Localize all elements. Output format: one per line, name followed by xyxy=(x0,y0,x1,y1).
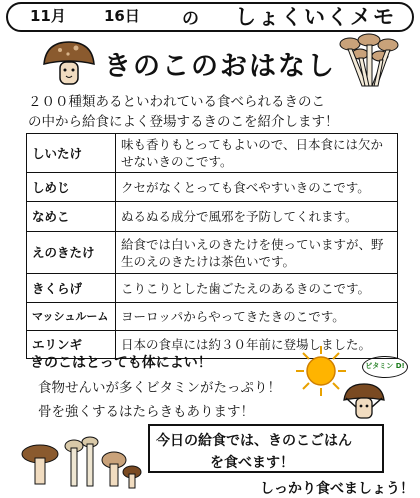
kinoko-name: えのきたけ xyxy=(27,232,116,274)
health-title: きのこはとっても体によい！ xyxy=(30,355,212,371)
kinoko-desc: こりこりとした歯ごたえのあるきのこです。 xyxy=(116,274,398,303)
header-day: 16日 xyxy=(104,7,140,25)
table-row xyxy=(27,134,398,173)
kinoko-table xyxy=(26,133,398,359)
table-row xyxy=(27,232,398,274)
kinoko-desc: 日本の食卓には約３０年前に登場しました。 xyxy=(116,331,398,359)
health-line-2: 骨を強くするはたらきもあります！ xyxy=(38,404,254,420)
health-line-1: 食物せんいが多くビタミンがたっぷり！ xyxy=(38,380,281,396)
shimeji-cluster-icon xyxy=(336,32,402,90)
lunch-message-line-2: を食べます！ xyxy=(210,455,294,471)
kinoko-desc: 給食では白いえのきたけを使っていますが、野生のえのきたけは茶色いです。 xyxy=(116,232,398,274)
table-row xyxy=(27,202,398,232)
table-row xyxy=(27,274,398,303)
kinoko-name: なめこ xyxy=(27,202,116,232)
kinoko-name: マッシュルーム xyxy=(27,303,116,331)
intro-line-1: ２００種類あるといわれている食べられるきのこ xyxy=(28,94,325,110)
intro-text xyxy=(28,92,400,132)
kinoko-name: エリンギ xyxy=(27,331,116,359)
intro-line-2: の中から給食によく登場するきのこを紹介します！ xyxy=(28,114,339,130)
shiitake-mascot-icon xyxy=(38,38,100,88)
kinoko-name: しいたけ xyxy=(27,134,116,173)
kinoko-name: しめじ xyxy=(27,173,116,202)
table-row xyxy=(27,173,398,202)
vitamin-speech-bubble: ビタミン D! xyxy=(362,356,408,378)
mushroom-assortment-icon xyxy=(16,424,144,494)
kinoko-desc: ヨーロッパからやってきたきのこです。 xyxy=(116,303,398,331)
kinoko-desc: ぬるぬる成分で風邪を予防してくれます。 xyxy=(116,202,398,232)
header-month: 11月 xyxy=(30,7,66,25)
kinoko-name: きくらげ xyxy=(27,274,116,303)
kinoko-desc: 味も香りもとってもよいので、日本食には欠かせないきのこです。 xyxy=(116,134,398,173)
header-particle: の xyxy=(182,9,199,29)
kinoko-desc: クセがなくとっても食べやすいきのこです。 xyxy=(116,173,398,202)
table-row xyxy=(27,303,398,331)
mushroom-character-icon xyxy=(338,380,390,422)
closing-text: しっかり食べましょう！ xyxy=(260,481,414,497)
page-title: きのこのおはなし xyxy=(104,51,336,82)
lunch-message-line-1: 今日の給食では、きのこごはん xyxy=(156,433,352,449)
header-title: しょくいくメモ xyxy=(235,5,396,29)
